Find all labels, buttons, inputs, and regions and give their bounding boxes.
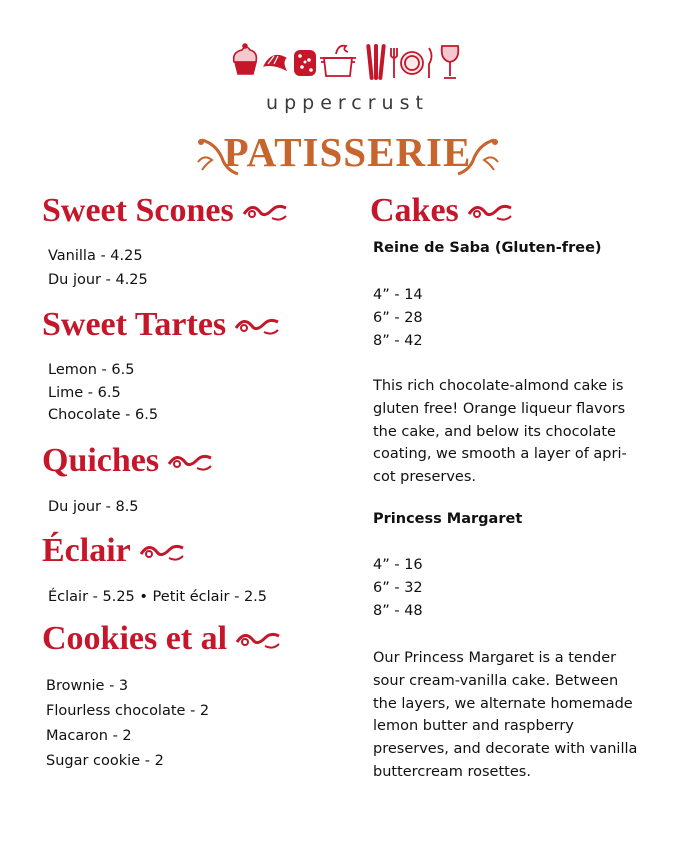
- description-line: lemon butter and raspberry: [373, 718, 574, 735]
- right-flourish-icon: [448, 134, 500, 180]
- heading-sweet-scones: [42, 192, 288, 230]
- heading-text: Quiches: [42, 442, 160, 479]
- description-line: preserves, and decorate with vanilla: [373, 741, 638, 758]
- heading-text: Cakes: [370, 192, 459, 229]
- swirl-icon: [235, 626, 281, 652]
- cake-description-reine: [373, 375, 673, 489]
- description-line: gluten free! Orange liqueur flavors: [373, 400, 626, 417]
- wine-glass-icon: [442, 46, 459, 78]
- list-item: Brownie - 3: [46, 678, 129, 694]
- breadsticks-icon: [366, 44, 386, 80]
- heading-eclair: [42, 532, 185, 570]
- size-price: 4” - 16: [373, 557, 423, 573]
- swirl-icon: [167, 448, 213, 474]
- description-line: Our Princess Margaret is a tender: [373, 650, 617, 666]
- heading-cookies: [42, 620, 281, 658]
- heading-cakes: [370, 192, 513, 230]
- swirl-icon: [242, 198, 288, 224]
- heading-quiches: [42, 442, 213, 480]
- cupcake-icon: [234, 44, 257, 74]
- header-icons: [228, 40, 464, 82]
- description-line: the cake, and below its chocolate: [373, 423, 616, 440]
- description-line: This rich chocolate-almond cake is: [373, 378, 624, 394]
- swirl-icon: [467, 198, 513, 224]
- list-item: Vanilla - 4.25: [48, 248, 143, 264]
- heading-text: Éclair: [42, 532, 131, 569]
- list-item: Chocolate - 6.5: [48, 407, 159, 423]
- croissant-icon: [264, 55, 286, 70]
- heading-text: Sweet Scones: [42, 192, 234, 229]
- heading-sweet-tartes: [42, 306, 280, 344]
- list-item: Éclair - 5.25 • Petit éclair - 2.5: [48, 589, 268, 605]
- description-line: the layers, we alternate homemade: [373, 695, 633, 712]
- size-price: 4” - 14: [373, 287, 423, 303]
- page-title: PATISSERIE: [223, 129, 472, 175]
- description-line: buttercream rosettes.: [373, 763, 531, 780]
- list-item: Macaron - 2: [46, 728, 132, 744]
- swirl-icon: [234, 312, 280, 338]
- cake-name-princess: Princess Margaret: [373, 511, 523, 527]
- description-line: sour cream-vanilla cake. Between: [373, 672, 619, 689]
- food-icons-strip: [228, 40, 464, 82]
- title-row: [0, 122, 695, 182]
- cooking-pot-icon: [320, 46, 356, 76]
- list-item: Du jour - 4.25: [48, 272, 148, 288]
- description-line: coating, we smooth a layer of apri-: [373, 446, 627, 463]
- size-price: 8” - 48: [373, 603, 423, 619]
- description-line: cot preserves.: [373, 469, 477, 486]
- cake-name-reine: Reine de Saba (Gluten-free): [373, 240, 602, 256]
- cake-description-princess: [373, 647, 673, 784]
- size-price: 8” - 42: [373, 333, 423, 349]
- list-item: Du jour - 8.5: [48, 499, 139, 515]
- size-price: 6” - 28: [373, 310, 423, 326]
- list-item: Lime - 6.5: [48, 385, 121, 401]
- place-setting-icon: [391, 48, 432, 78]
- size-price: 6” - 32: [373, 580, 423, 596]
- list-item: Sugar cookie - 2: [46, 753, 164, 769]
- heading-text: Sweet Tartes: [42, 306, 227, 343]
- brand-name: uppercrust: [266, 92, 429, 114]
- list-item: Lemon - 6.5: [48, 362, 135, 378]
- swirl-icon: [139, 538, 185, 564]
- cookie-icon: [294, 50, 316, 76]
- heading-text: Cookies et al: [42, 620, 228, 657]
- list-item: Flourless chocolate - 2: [46, 703, 210, 719]
